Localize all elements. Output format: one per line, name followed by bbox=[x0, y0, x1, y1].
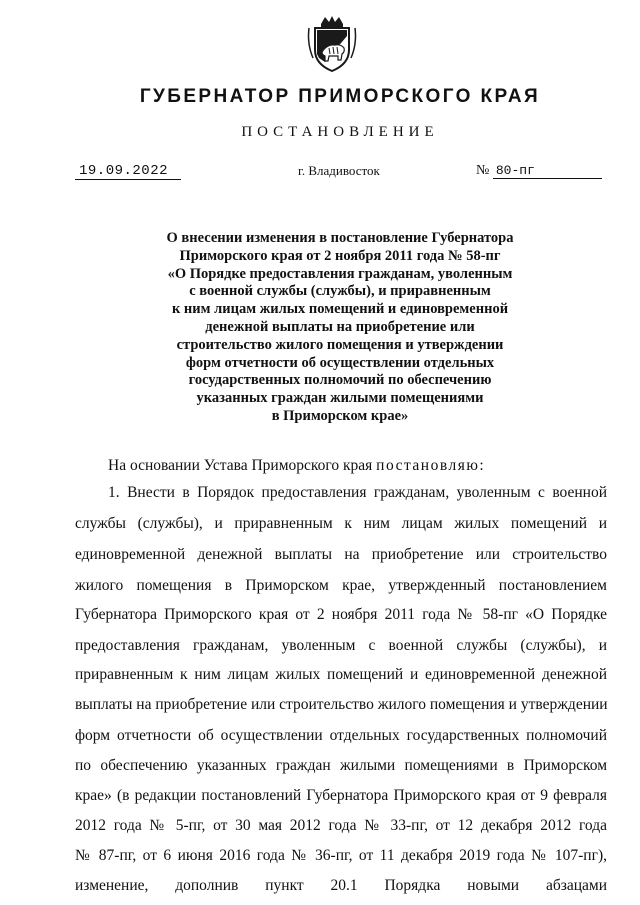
basis-text: На основании Устава Приморского края bbox=[108, 457, 373, 474]
paragraph-line: Губернатора Приморского края от 2 ноября 2011 года № 58-пг «О Порядке bbox=[75, 606, 607, 623]
paragraph-line: 2012 года № 5-пг, от 30 мая 2012 года № 33-пг, от 12 декабря 2012 года bbox=[75, 817, 607, 834]
paragraph-line: изменение, дополнив пункт 20.1 Порядка новыми абзацами bbox=[75, 877, 607, 894]
document-type: ПОСТАНОВЛЕНИЕ bbox=[241, 124, 439, 140]
document-date: 19.09.2022 bbox=[75, 163, 181, 180]
paragraph-line: крае» (в редакции постановлений Губернатора Приморского края от 9 февраля bbox=[75, 787, 607, 804]
paragraph-line: единовременной денежной выплаты на приобретение или строительство bbox=[75, 546, 607, 563]
document-subject bbox=[125, 230, 555, 426]
subject-line: к ним лицам жилых помещений и единовременной bbox=[171, 301, 509, 318]
paragraph-line: № 87-пг, от 6 июня 2016 года № 36-пг, от 11 декабря 2019 года № 107-пг), bbox=[75, 847, 607, 864]
subject-line: в Приморском крае» bbox=[271, 407, 409, 424]
number-value: 80-пг bbox=[493, 163, 602, 179]
subject-line: государственных полномочий по обеспечению bbox=[188, 372, 492, 389]
decree-word: постановляю: bbox=[376, 457, 486, 474]
document-number bbox=[476, 162, 602, 180]
subject-line: форм отчетности об осуществлении отдельных bbox=[185, 354, 495, 371]
paragraph-line: по обеспечению указанных граждан жилыми помещениями в Приморском bbox=[75, 757, 607, 774]
subject-line: Приморского края от 2 ноября 2011 года № 58-пг bbox=[179, 247, 501, 264]
subject-line: денежной выплаты на приобретение или bbox=[205, 318, 475, 335]
paragraph-line: форм отчетности об осуществлении отдельных государственных полномочий bbox=[75, 727, 607, 744]
basis-line bbox=[108, 457, 485, 475]
paragraph-line: жилого помещения в Приморском крае, утвержденный постановлением bbox=[75, 577, 607, 594]
header-title: ГУБЕРНАТОР ПРИМОРСКОГО КРАЯ bbox=[139, 86, 541, 107]
paragraph-line: приравненным к ним лицам жилых помещений и единовременной денежной bbox=[75, 666, 607, 683]
paragraph-line: выплаты на приобретение или строительство жилого помещения и утверждении bbox=[75, 696, 608, 713]
subject-line: указанных граждан жилыми помещениями bbox=[196, 390, 484, 407]
subject-line: строительство жилого помещения и утверждении bbox=[176, 336, 504, 353]
subject-line: О внесении изменения в постановление Губернатора bbox=[166, 230, 514, 246]
coat-of-arms-icon bbox=[305, 14, 359, 74]
paragraph-line: 1. Внести в Порядок предоставления гражданам, уволенным с военной bbox=[108, 484, 607, 501]
number-sign: № bbox=[476, 163, 490, 178]
subject-line: «О Порядке предоставления гражданам, уволенным bbox=[167, 265, 513, 282]
document-city: г. Владивосток bbox=[298, 163, 380, 178]
subject-line: с военной службы (службы), и приравненным bbox=[189, 283, 491, 300]
paragraph-line: предоставления гражданам, уволенным с военной службы (службы), и bbox=[75, 637, 607, 654]
paragraph-line: службы (службы), и приравненным к ним лицам жилых помещений и bbox=[75, 515, 607, 532]
